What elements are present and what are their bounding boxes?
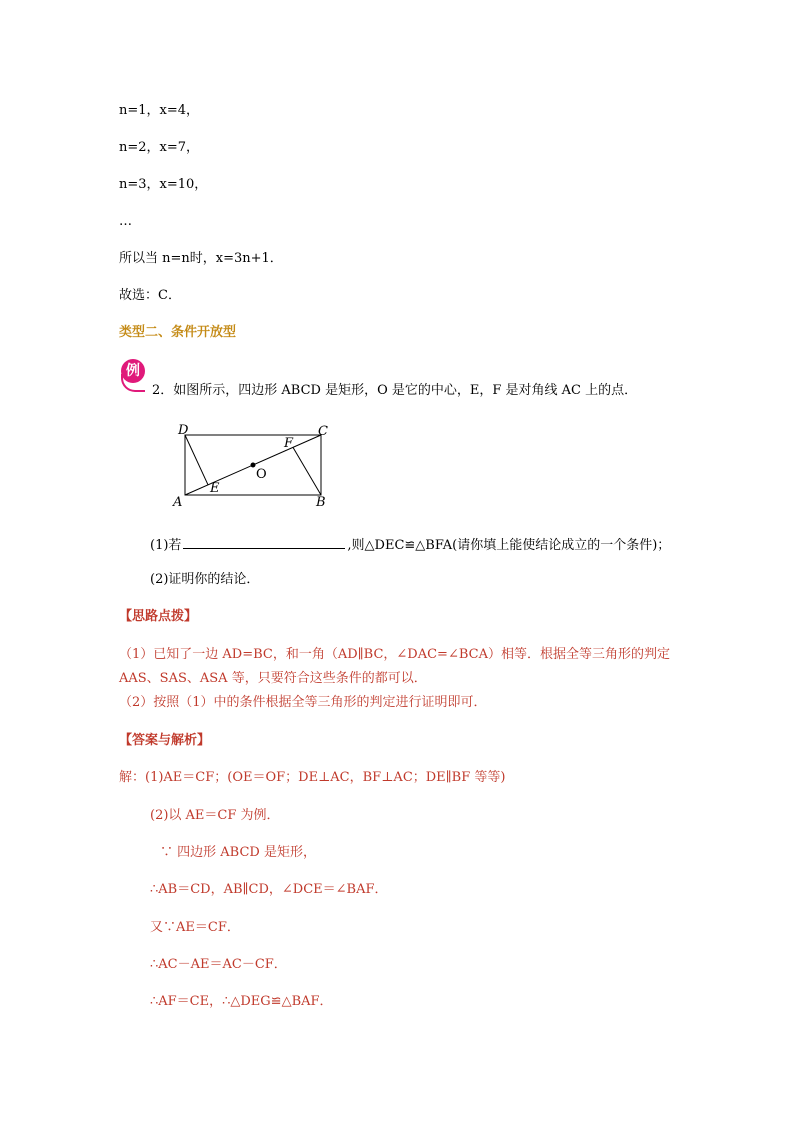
label-b: B — [316, 495, 326, 510]
answer-title: 【答案与解析】 — [119, 733, 211, 748]
hint-paragraph-1b: AAS、SAS、ASA 等，只要符合这些条件的都可以． — [119, 671, 427, 686]
answer-line-6: ∴AC－AE＝AC－CF． — [150, 957, 287, 972]
answer-line-2: (2)以 AE＝CF 为例． — [150, 808, 280, 823]
text-line-n1: n=1，x=4， — [119, 103, 200, 118]
label-o: O — [256, 467, 267, 482]
center-point-o — [251, 463, 256, 468]
question-1-prefix: (1)若 — [150, 538, 182, 553]
answer-line-3: ∵ 四边形 ABCD 是矩形， — [160, 845, 316, 860]
segment-bf — [293, 447, 321, 495]
text-line-ellipsis: … — [119, 214, 132, 229]
text-line-n3: n=3，x=10， — [119, 177, 208, 192]
rectangle-figure — [170, 420, 340, 512]
answer-line-1: 解：(1)AE＝CF；(OE＝OF；DE⊥AC，BF⊥AC；DE∥BF 等等) — [119, 770, 506, 785]
question-1 — [150, 535, 670, 554]
label-a: A — [173, 495, 183, 510]
example-badge-icon: 例 — [121, 359, 145, 383]
question-1-suffix: ,则△DEC≌△BFA(请你填上能使结论成立的一个条件)； — [347, 538, 671, 553]
hint-title: 【思路点拨】 — [119, 609, 198, 624]
hint-paragraph-1a: （1）已知了一边 AD=BC，和一角（AD∥BC，∠DAC=∠BCA）相等．根据全等三角形的判定 — [119, 647, 670, 662]
answer-line-5: 又∵AE＝CF． — [150, 920, 240, 935]
answer-line-7: ∴AF＝CE，∴△DEG≌△BAF． — [150, 994, 333, 1009]
answer-blank — [183, 535, 345, 549]
label-f: F — [284, 436, 294, 451]
label-e: E — [210, 481, 220, 496]
section-title: 类型二、条件开放型 — [119, 325, 237, 340]
hint-paragraph-2: （2）按照（1）中的条件根据全等三角形的判定进行证明即可． — [119, 695, 487, 710]
label-c: C — [318, 424, 328, 439]
text-line-n2: n=2，x=7， — [119, 140, 200, 155]
problem-statement: 2．如图所示，四边形 ABCD 是矩形，O 是它的中心，E，F 是对角线 AC 上的点． — [152, 383, 638, 398]
label-d: D — [178, 423, 189, 438]
text-line-conclusion: 所以当 n=n时，x=3n+1． — [119, 251, 283, 266]
segment-de — [185, 435, 208, 485]
question-2: (2)证明你的结论． — [150, 572, 260, 587]
text-line-choice: 故选：C． — [119, 288, 181, 303]
answer-line-4: ∴AB＝CD，AB∥CD，∠DCE＝∠BAF． — [150, 882, 388, 897]
